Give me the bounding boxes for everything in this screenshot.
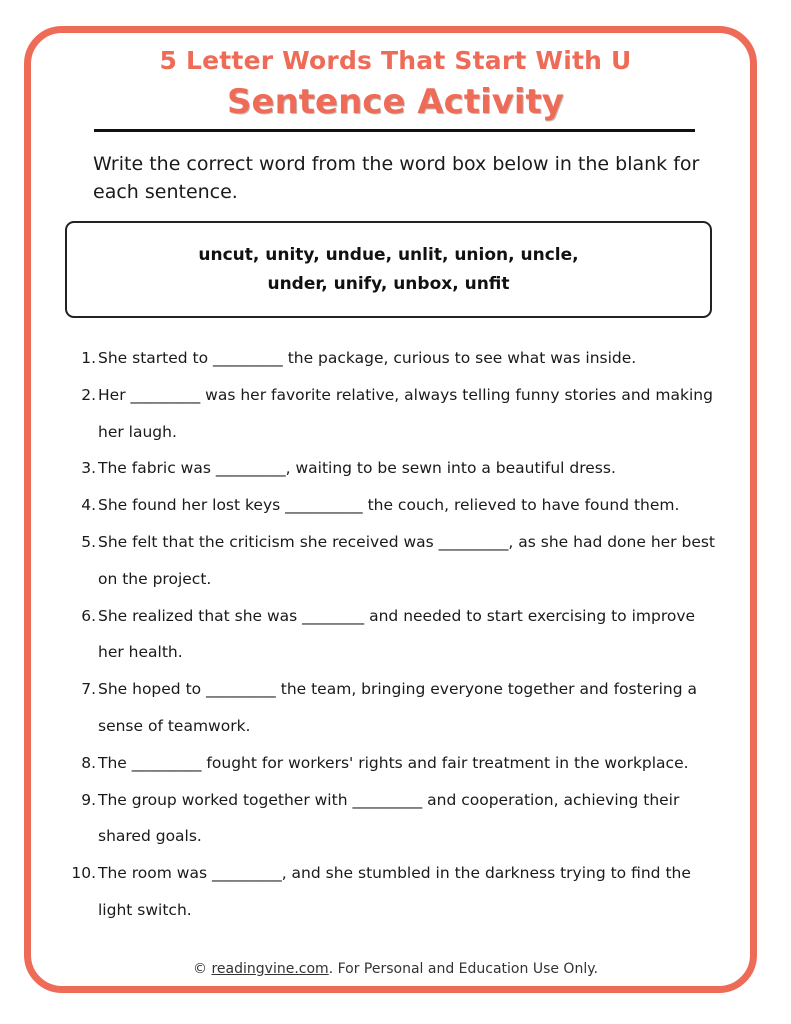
sentence-number: 1. bbox=[81, 349, 96, 367]
copyright-symbol: © bbox=[193, 961, 208, 977]
sentence-item-6 bbox=[60, 598, 725, 672]
sentence-list bbox=[60, 340, 725, 929]
sentence-text: The _________ fought for workers' rights and fair treatment in the workplace. bbox=[98, 753, 689, 772]
sentence-item-2 bbox=[60, 377, 725, 451]
sentence-text: She started to _________ the package, curious to see what was inside. bbox=[98, 349, 637, 367]
sentence-item-10 bbox=[60, 855, 725, 929]
sentence-number: 3. bbox=[81, 459, 96, 478]
sentence-item-3 bbox=[60, 450, 725, 487]
word-box-line-2: under, unify, unbox, unfit bbox=[267, 273, 510, 294]
sentence-text: She found her lost keys __________ the couch, relieved to have found them. bbox=[98, 496, 680, 515]
footer-note: . For Personal and Education Use Only. bbox=[328, 961, 598, 977]
sentence-number: 9. bbox=[81, 790, 96, 809]
sentence-item-4 bbox=[60, 487, 725, 524]
sentence-number: 2. bbox=[81, 385, 96, 404]
sentence-number: 6. bbox=[81, 606, 96, 625]
instructions-text: Write the correct word from the word box below in the blank for each sentence. bbox=[93, 153, 700, 203]
sentence-number: 4. bbox=[81, 496, 96, 515]
word-box bbox=[65, 221, 712, 318]
worksheet-subtitle: Sentence Activity bbox=[227, 82, 564, 122]
sentence-text: The room was _________, and she stumbled in the darkness trying to find the light switch. bbox=[98, 864, 696, 919]
sentence-item-8 bbox=[60, 745, 725, 782]
word-box-line-1: uncut, unity, undue, unlit, union, uncle, bbox=[198, 244, 579, 265]
sentence-number: 10. bbox=[71, 864, 96, 883]
sentence-text: Her _________ was her favorite relative, always telling funny stories and making her laugh. bbox=[98, 385, 718, 441]
title-divider bbox=[94, 129, 695, 132]
sentence-number: 7. bbox=[81, 680, 96, 699]
sentence-text: She realized that she was ________ and needed to start exercising to improve her health. bbox=[98, 606, 700, 662]
sentence-item-7 bbox=[60, 671, 725, 745]
footer bbox=[0, 961, 791, 977]
readingvine-link[interactable]: readingvine.com bbox=[211, 961, 329, 977]
sentence-number: 5. bbox=[81, 532, 96, 551]
sentence-text: She felt that the criticism she received was _________, as she had done her best on the project. bbox=[98, 532, 720, 588]
worksheet-title: 5 Letter Words That Start With U bbox=[159, 46, 632, 75]
sentence-text: The group worked together with _________ and cooperation, achieving their shared goals. bbox=[98, 790, 685, 846]
sentence-number: 8. bbox=[81, 753, 96, 772]
sentence-item-5 bbox=[60, 524, 725, 598]
sentence-item-1 bbox=[60, 340, 725, 377]
sentence-text: She hoped to _________ the team, bringing everyone together and fostering a sense of teamwork. bbox=[98, 680, 702, 735]
sentence-text: The fabric was _________, waiting to be sewn into a beautiful dress. bbox=[98, 459, 616, 478]
sentence-item-9 bbox=[60, 782, 725, 856]
